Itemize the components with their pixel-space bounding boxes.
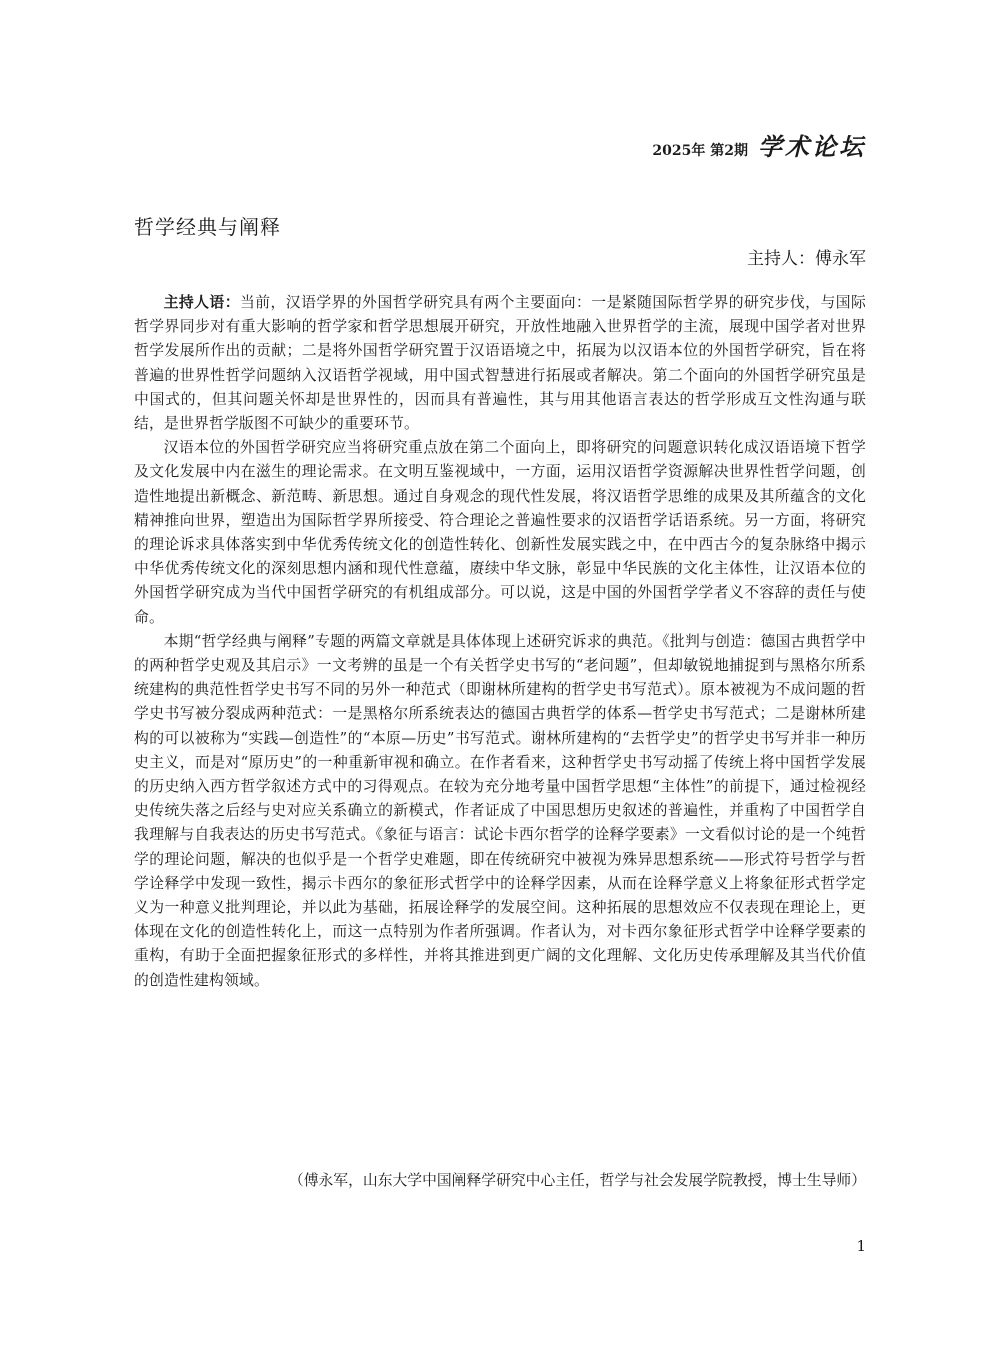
paragraph-1 — [134, 291, 866, 436]
article-body — [134, 291, 866, 993]
page-number: 1 — [856, 1237, 866, 1255]
journal-logo: 学术论坛 — [758, 132, 866, 161]
paragraph-lead: 主持人语： — [163, 294, 240, 311]
author-signature: （傅永军，山东大学中国阐释学研究中心主任，哲学与社会发展学院教授，博士生导师） — [288, 1172, 866, 1189]
paragraph-1-text: 当前，汉语学界的外国哲学研究具有两个主要面向：一是紧随国际哲学界的研究步伐，与国际哲学界同步对有重大影响的哲学家和哲学思想展开研究，开放性地融入世界哲学的主流，展现中国学者对世界哲学发展所作出的贡献；二是将外国哲学研究置于汉语语境之中，拓展为以汉语本位的外国哲学研究，旨在将普遍的世界性哲学问题纳入汉语哲学视域，用中国式智慧进行拓展或者解决。第二个面向的外国哲学研究虽是中国式的，但其问题关怀却是世界性的，因而具有普遍性，其与用其他语言表达的哲学形成互文性沟通与联结，是世界哲学版图不可缺少的重要环节。 — [134, 294, 866, 433]
section-title: 哲学经典与阐释 — [134, 215, 281, 239]
paragraph-3: 本期“哲学经典与阐释”专题的两篇文章就是具体体现上述研究诉求的典范。《批判与创造：德国古典哲学中的两种哲学史观及其启示》一文考辨的虽是一个有关哲学史书写的“老问题”，但却敏锐地捕捉到与黑格尔所系统建构的典范性哲学史书写不同的另外一种范式（即谢林所建构的哲学史书写范式）。原本被视为不成问题的哲学史书写被分裂成两种范式：一是黑格尔所系统表达的德国古典哲学的体系—哲学史书写范式；二是谢林所建构的可以被称为“实践—创造性”的“本原—历史”书写范式。谢林所建构的“去哲学史”的哲学史书写并非一种历史主义，而是对“原历史”的一种重新审视和确立。在作者看来，这种哲学史书写动摇了传统上将中国哲学发展的历史纳入西方哲学叙述方式中的习得观点。在较为充分地考量中国哲学思想“主体性”的前提下，通过检视经史传统失落之后经与史对应关系确立的新模式，作者证成了中国思想历史叙述的普遍性，并重构了中国哲学自我理解与自我表达的历史书写范式。《象征与语言：试论卡西尔哲学的诠释学要素》一文看似讨论的是一个纯哲学的理论问题，解决的也似乎是一个哲学史难题，即在传统研究中被视为殊异思想系统——形式符号哲学与哲学诠释学中发现一致性，揭示卡西尔的象征形式哲学中的诠释学因素，从而在诠释学意义上将象征形式哲学定义为一种意义批判理论，并以此为基础，拓展诠释学的发展空间。这种拓展的思想效应不仅表现在理论上，更体现在文化的创造性转化上，而这一点特别为作者所强调。作者认为，对卡西尔象征形式哲学中诠释学要素的重构，有助于全面把握象征形式的多样性，并将其推进到更广阔的文化理解、文化历史传承理解及其当代价值的创造性建构领域。 — [134, 632, 866, 989]
host-line: 主持人：傅永军 — [747, 249, 866, 269]
issue-label: 2025年 第2期 — [652, 143, 748, 159]
paragraph-2: 汉语本位的外国哲学研究应当将研究重点放在第二个面向上，即将研究的问题意识转化成汉语语境下哲学及文化发展中内在滋生的理论需求。在文明互鉴视域中，一方面，运用汉语哲学资源解决世界性哲学问题，创造性地提出新概念、新范畴、新思想。通过自身观念的现代性发展，将汉语哲学思维的成果及其所蕴含的文化精神推向世界，塑造出为国际哲学界所接受、符合理论之普遍性要求的汉语哲学话语系统。另一方面，将研究的理论诉求具体落实到中华优秀传统文化的创造性转化、创新性发展实践之中，在中西古今的复杂脉络中揭示中华优秀传统文化的深刻思想内涵和现代性意蕴，赓续中华文脉，彰显中华民族的文化主体性，让汉语本位的外国哲学研究成为当代中国哲学研究的有机组成部分。可以说，这是中国的外国哲学学者义不容辞的责任与使命。 — [134, 439, 866, 626]
running-header — [652, 127, 866, 162]
